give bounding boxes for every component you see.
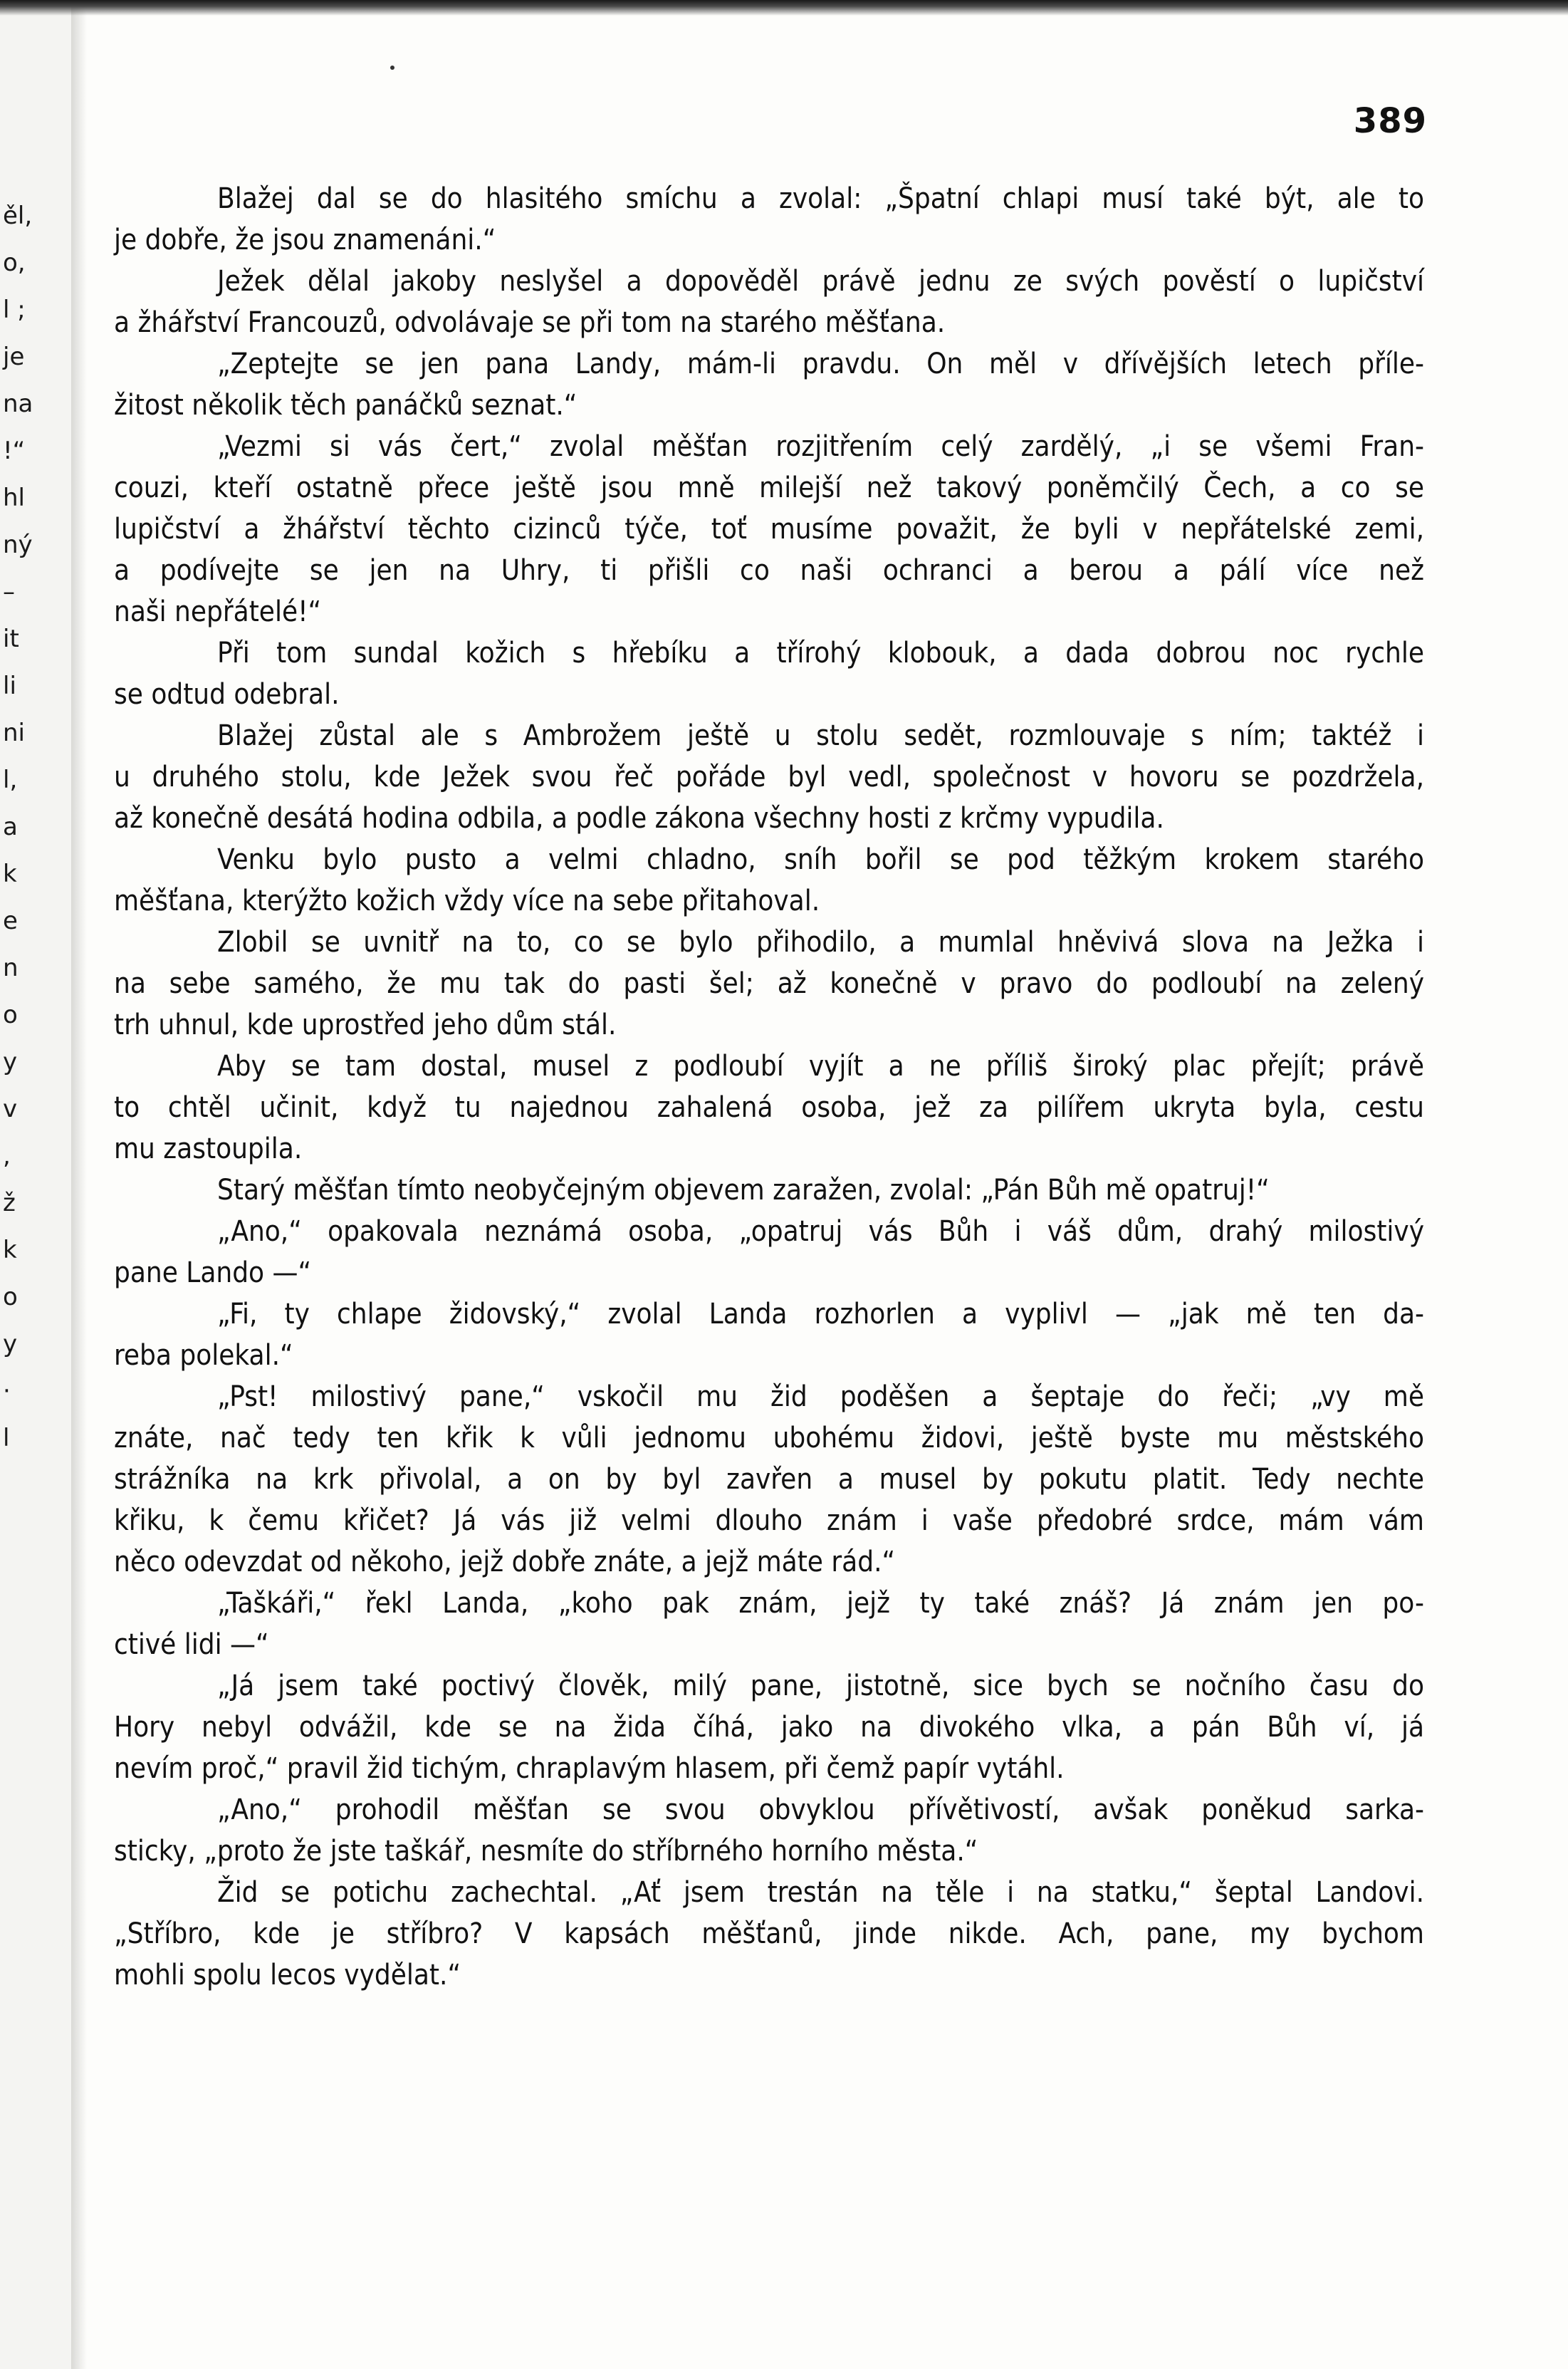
text-line: Zlobil se uvnitř na to, co se bylo přihodilo, a mumlal hněvivá slova na Ježka i <box>217 926 1424 959</box>
text-line: „Já jsem také poctivý člověk, milý pane, jistotně, sice bych se nočního času do <box>217 1670 1424 1702</box>
text-line: naši nepřátelé!“ <box>114 595 322 628</box>
text-line: strážníka na krk přivolal, a on by byl zavřen a musel by pokutu platit. Tedy nechte <box>114 1463 1424 1496</box>
text-line: měšťana, kterýžto kožich vždy více na sebe přitahoval. <box>114 885 820 917</box>
previous-page-fragment: v <box>3 1095 18 1123</box>
paragraph <box>114 839 1424 922</box>
previous-page-fragment: l, <box>3 766 18 794</box>
previous-page-fragment: e <box>3 907 18 935</box>
text-line: „Zeptejte se jen pana Landy, mám-li pravdu. On měl v dřívějších letech příle- <box>217 348 1424 380</box>
text-line: znáte, nač tedy ten křik k vůli jednomu ubohému židovi, ještě byste mu městského <box>114 1422 1424 1454</box>
text-line: na sebe samého, že mu tak do pasti šel; až konečně v pravo do podloubí na zelený <box>114 967 1424 1000</box>
previous-page-fragment: ž <box>3 1189 16 1217</box>
paragraph <box>114 261 1424 343</box>
paragraph <box>114 922 1424 1046</box>
text-line: Venku bylo pusto a velmi chladno, sníh bořil se pod těžkým krokem starého <box>217 843 1424 876</box>
previous-page-fragment: o <box>3 1283 18 1311</box>
text-line: mu zastoupila. <box>114 1133 303 1165</box>
previous-page-fragment: ěl, <box>3 202 33 230</box>
text-line: Starý měšťan tímto neobyčejným objevem zaražen, zvolal: „Pán Bůh mě opatruj!“ <box>217 1174 1270 1207</box>
text-line: lupičství a žhářství těchto cizinců týče, toť musíme považit, že byli v nepřátelské zemi, <box>114 513 1424 546</box>
text-line: až konečně desátá hodina odbila, a podle zákona všechny hosti z krčmy vypudila. <box>114 802 1164 835</box>
text-line: couzi, kteří ostatně přece ještě jsou mně milejší než takový poněmčilý Čech, a co se <box>114 472 1424 504</box>
text-line: Aby se tam dostal, musel z podloubí vyjít a ne příliš široký plac přejít; právě <box>217 1050 1424 1083</box>
text-line: to chtěl učinit, když tu najednou zahalená osoba, jež za pilířem ukryta byla, cestu <box>114 1091 1424 1124</box>
paragraph <box>114 426 1424 632</box>
text-line: Žid se potichu zachechtal. „Ať jsem trestán na těle i na statku,“ šeptal Landovi. <box>217 1876 1424 1909</box>
paragraph <box>114 715 1424 839</box>
text-line: Blažej dal se do hlasitého smíchu a zvolal: „Špatní chlapi musí také být, ale to <box>217 182 1424 215</box>
text-line: mohli spolu lecos vydělat.“ <box>114 1959 461 1991</box>
text-line: „Taškáři,“ řekl Landa, „koho pak znám, jejž ty také znáš? Já znám jen po- <box>217 1587 1424 1620</box>
text-line: křiku, k čemu křičet? Já vás již velmi dlouho znám i vaše předobré srdce, mám vám <box>114 1504 1424 1537</box>
previous-page-fragment: ný <box>3 531 33 559</box>
text-line: pane Lando —“ <box>114 1256 312 1289</box>
text-line: „Vezmi si vás čert,“ zvolal měšťan rozjitřením celý zardělý, „i se všemi Fran- <box>217 430 1424 463</box>
text-line: „Pst! milostivý pane,“ vskočil mu žid poděšen a šeptaje do řeči; „vy mě <box>217 1380 1424 1413</box>
previous-page-fragment: a <box>3 813 18 841</box>
text-line: Hory nebyl odvážil, kde se na žida číhá, jako na divokého vlka, a pán Bůh ví, já <box>114 1711 1424 1744</box>
paragraph <box>114 343 1424 426</box>
previous-page-fragment: l ; <box>3 296 26 324</box>
paragraph <box>114 1583 1424 1665</box>
paragraph <box>114 1046 1424 1170</box>
paragraph <box>114 1872 1424 1996</box>
paragraph <box>114 632 1424 715</box>
paragraph <box>114 1665 1424 1789</box>
paragraph <box>114 1376 1424 1583</box>
text-line: u druhého stolu, kde Ježek svou řeč pořáde byl vedl, společnost v hovoru se pozdržela, <box>114 761 1424 793</box>
top-edge-scan <box>0 0 1568 16</box>
text-line: je dobře, že jsou znamenáni.“ <box>114 224 496 256</box>
previous-page-fragment: n <box>3 954 19 982</box>
previous-page-fragment: k <box>3 1236 17 1264</box>
text-line: Ježek dělal jakoby neslyšel a dopověděl právě jednu ze svých pověstí o lupičství <box>217 265 1424 298</box>
previous-page-fragment: hl <box>3 484 25 512</box>
previous-page-fragment: , <box>3 1142 11 1170</box>
text-line: reba polekal.“ <box>114 1339 293 1372</box>
previous-page-fragment: li <box>3 672 16 700</box>
previous-page-fragment: je <box>3 343 25 371</box>
previous-page-fragment: na <box>3 390 33 418</box>
gutter-shadow <box>71 0 87 2369</box>
text-line: „Ano,“ opakovala neznámá osoba, „opatruj vás Bůh i váš dům, drahý milostivý <box>217 1215 1424 1248</box>
paragraph <box>114 1293 1424 1376</box>
text-line: sticky, „proto že jste taškář, nesmíte do stříbrného horního města.“ <box>114 1835 978 1868</box>
previous-page-fragment: ni <box>3 719 25 747</box>
previous-page-fragment: · <box>3 1377 11 1405</box>
previous-page-fragment: it <box>3 625 19 653</box>
previous-page-fragment: o <box>3 1001 18 1029</box>
previous-page-fragment: !“ <box>3 437 26 465</box>
text-line: a podívejte se jen na Uhry, ti přišli co naši ochranci a berou a pálí více než <box>114 554 1424 587</box>
text-line: „Ano,“ prohodil měšťan se svou obvyklou přívětivostí, avšak poněkud sarka- <box>217 1793 1424 1826</box>
previous-page-fragment: l <box>3 1424 10 1452</box>
previous-page-fragment: y <box>3 1048 18 1076</box>
text-line: „Fi, ty chlape židovský,“ zvolal Landa rozhorlen a vyplivl — „jak mě ten da- <box>217 1298 1424 1331</box>
text-line: ctivé lidi —“ <box>114 1628 269 1661</box>
previous-page-fragment: y <box>3 1330 18 1358</box>
previous-page-fragment: o, <box>3 249 26 277</box>
paragraph <box>114 1211 1424 1293</box>
text-line: něco odevzdat od někoho, jejž dobře znáte, a jejž máte rád.“ <box>114 1546 896 1578</box>
scan-speck <box>390 66 394 70</box>
paragraph <box>114 1789 1424 1872</box>
text-line: žitost několik těch panáčků seznat.“ <box>114 389 577 422</box>
previous-page-fragment: k <box>3 860 17 888</box>
body-text <box>114 178 1424 1996</box>
text-line: nevím proč,“ pravil žid tichým, chraplavým hlasem, při čemž papír vytáhl. <box>114 1752 1065 1785</box>
previous-page-fragment: – <box>3 578 15 606</box>
text-line: „Stříbro, kde je stříbro? V kapsách měšťanů, jinde nikde. Ach, pane, my bychom <box>114 1917 1424 1950</box>
page-number: 389 <box>1353 101 1427 141</box>
paragraph <box>114 1170 1424 1211</box>
text-line: Blažej zůstal ale s Ambrožem ještě u stolu sedět, rozmlouvaje s ním; taktéž i <box>217 719 1424 752</box>
text-line: Při tom sundal kožich s hřebíku a třírohý klobouk, a dada dobrou noc rychle <box>217 637 1424 670</box>
text-line: se odtud odebral. <box>114 678 340 711</box>
paragraph <box>114 178 1424 261</box>
text-line: a žhářství Francouzů, odvolávaje se při tom na starého měšťana. <box>114 306 946 339</box>
previous-page-fragments <box>0 192 53 1462</box>
text-line: trh uhnul, kde uprostřed jeho dům stál. <box>114 1009 617 1041</box>
